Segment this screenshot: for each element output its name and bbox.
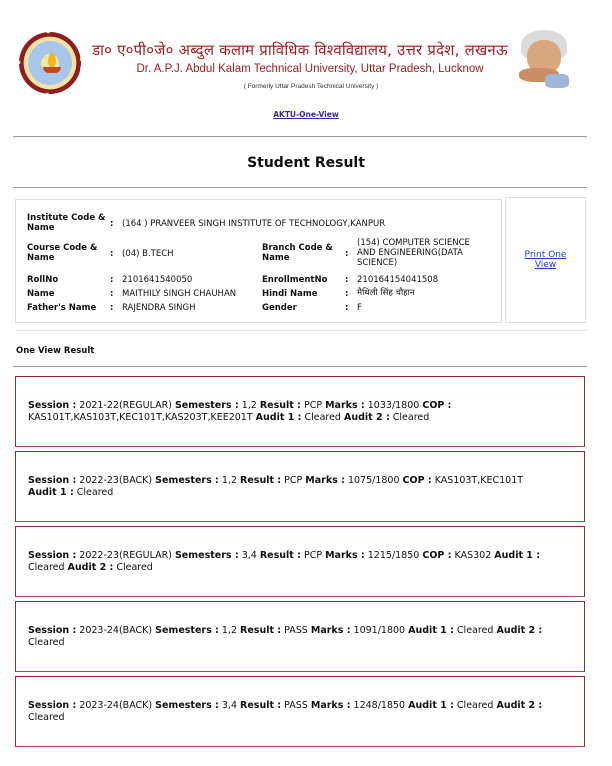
semesters-label: Semesters : bbox=[155, 699, 219, 711]
course-branch-row bbox=[27, 238, 497, 275]
session-value: 2021-22(REGULAR) bbox=[79, 399, 172, 411]
result-value: PASS bbox=[284, 624, 308, 636]
result-label: Result : bbox=[240, 624, 282, 636]
colon: : bbox=[345, 303, 349, 313]
cop-value: KAS302 bbox=[454, 549, 492, 561]
lamp-icon bbox=[43, 67, 61, 73]
semesters-value: 1,2 bbox=[241, 399, 257, 411]
result-card bbox=[15, 526, 585, 597]
audit2-label: Audit 2 : bbox=[496, 624, 543, 636]
university-header bbox=[0, 0, 612, 100]
result-text bbox=[28, 700, 572, 724]
result-card bbox=[15, 676, 585, 747]
audit1-label: Audit 1 : bbox=[408, 624, 454, 636]
result-text bbox=[28, 400, 572, 424]
lamp-flame-icon bbox=[48, 53, 56, 67]
father-gender-row bbox=[27, 303, 497, 315]
rollno-value: 2101641540050 bbox=[122, 275, 193, 285]
marks-value: 1091/1800 bbox=[353, 624, 406, 636]
hindi-name-value: मैथिली सिंह चौहान bbox=[357, 288, 415, 298]
father-name-label: Father's Name bbox=[27, 303, 97, 313]
name-label: Name bbox=[27, 289, 55, 299]
marks-value: 1075/1800 bbox=[347, 474, 400, 486]
one-view-result-title: One View Result bbox=[16, 346, 95, 356]
cop-label: COP : bbox=[422, 549, 452, 561]
name-value: MAITHILY SINGH CHAUHAN bbox=[122, 289, 237, 299]
marks-label: Marks : bbox=[325, 549, 365, 561]
semesters-label: Semesters : bbox=[155, 474, 219, 486]
audit1-label: Audit 1 : bbox=[408, 699, 454, 711]
institute-row bbox=[27, 213, 497, 235]
audit1-value: Cleared bbox=[456, 699, 494, 711]
university-logo-icon bbox=[19, 32, 81, 94]
marks-label: Marks : bbox=[310, 699, 351, 711]
cop-value: KAS101T,KAS103T,KEC101T,KAS203T,KEE201T bbox=[28, 411, 253, 423]
one-view-link-container bbox=[0, 109, 612, 120]
divider-title bbox=[13, 187, 587, 188]
course-label: Course Code & Name bbox=[27, 243, 98, 263]
colon: : bbox=[110, 289, 114, 299]
audit2-value: Cleared bbox=[28, 636, 65, 648]
marks-label: Marks : bbox=[325, 399, 365, 411]
audit2-value: Cleared bbox=[28, 711, 65, 723]
audit2-label: Audit 2 : bbox=[496, 699, 543, 711]
colon: : bbox=[345, 289, 349, 299]
session-label: Session : bbox=[28, 699, 77, 711]
audit1-value: Cleared bbox=[456, 624, 494, 636]
course-value: (04) B.TECH bbox=[122, 249, 174, 259]
portrait-shirt bbox=[545, 74, 569, 88]
marks-label: Marks : bbox=[305, 474, 345, 486]
result-text bbox=[28, 475, 523, 499]
roll-enrollment-row bbox=[27, 275, 497, 287]
aktu-one-view-link[interactable]: AKTU-One-View bbox=[273, 110, 339, 119]
marks-value: 1248/1850 bbox=[353, 699, 406, 711]
result-label: Result : bbox=[259, 549, 301, 561]
result-card bbox=[15, 451, 585, 522]
hindi-name-label: Hindi Name bbox=[262, 289, 318, 299]
result-value: PCP bbox=[284, 474, 303, 486]
audit1-value: Cleared bbox=[28, 561, 65, 573]
audit1-value: Cleared bbox=[304, 411, 341, 423]
gender-value: F bbox=[357, 303, 362, 313]
divider-top bbox=[13, 136, 587, 137]
session-label: Session : bbox=[28, 474, 77, 486]
student-info-panel bbox=[15, 199, 502, 323]
session-label: Session : bbox=[28, 624, 77, 636]
marks-value: 1033/1800 bbox=[367, 399, 420, 411]
session-value: 2022-23(REGULAR) bbox=[79, 549, 172, 561]
cop-label: COP : bbox=[402, 474, 432, 486]
father-name-value: RAJENDRA SINGH bbox=[122, 303, 196, 313]
page-title: Student Result bbox=[247, 155, 365, 171]
semesters-value: 1,2 bbox=[221, 474, 237, 486]
result-label: Result : bbox=[259, 399, 301, 411]
divider-results bbox=[13, 366, 587, 367]
session-value: 2023-24(BACK) bbox=[79, 624, 153, 636]
university-formerly-name: ( Formerly Uttar Pradesh Technical University ) bbox=[243, 83, 379, 90]
semesters-label: Semesters : bbox=[155, 624, 219, 636]
divider-light bbox=[15, 330, 587, 331]
portrait-image bbox=[515, 30, 575, 92]
cop-value: KAS103T,KEC101T bbox=[434, 474, 524, 486]
university-english-title: Dr. A.P.J. Abdul Kalam Technical University, Uttar Pradesh, Lucknow bbox=[136, 63, 484, 75]
enrollment-value: 210164154041508 bbox=[357, 275, 439, 285]
result-value: PASS bbox=[284, 699, 308, 711]
result-card bbox=[15, 376, 585, 447]
result-label: Result : bbox=[240, 474, 282, 486]
semesters-label: Semesters : bbox=[174, 549, 239, 561]
result-text bbox=[28, 625, 572, 649]
session-value: 2023-24(BACK) bbox=[79, 699, 153, 711]
audit1-label: Audit 1 : bbox=[494, 549, 541, 561]
audit2-value: Cleared bbox=[392, 411, 430, 423]
cop-label: COP : bbox=[422, 399, 452, 411]
audit2-label: Audit 2 : bbox=[67, 561, 114, 573]
semesters-value: 3,4 bbox=[241, 549, 257, 561]
result-label: Result : bbox=[240, 699, 282, 711]
institute-value: (164 ) PRANVEER SINGH INSTITUTE OF TECHNOLOGY,KANPUR bbox=[122, 219, 386, 229]
result-value: PCP bbox=[303, 549, 323, 561]
branch-value: (154) COMPUTER SCIENCE AND ENGINEERING(DATA SCIENCE) bbox=[357, 238, 470, 268]
enrollment-label: EnrollmentNo bbox=[262, 275, 328, 285]
result-card bbox=[15, 601, 585, 672]
semesters-value: 1,2 bbox=[221, 624, 237, 636]
audit2-label: Audit 2 : bbox=[344, 411, 390, 423]
colon: : bbox=[345, 275, 349, 285]
session-value: 2022-23(BACK) bbox=[79, 474, 153, 486]
print-one-view-link[interactable]: Print One View bbox=[524, 250, 567, 270]
gender-label: Gender bbox=[262, 303, 297, 313]
colon: : bbox=[345, 249, 349, 259]
audit2-value: Cleared bbox=[116, 561, 153, 573]
marks-value: 1215/1850 bbox=[367, 549, 420, 561]
audit1-value: Cleared bbox=[76, 486, 114, 498]
session-label: Session : bbox=[28, 549, 77, 561]
colon: : bbox=[110, 275, 114, 285]
colon: : bbox=[110, 249, 114, 259]
session-label: Session : bbox=[28, 399, 77, 411]
university-hindi-title: डा० ए०पी०जे० अब्दुल कलाम प्राविधिक विश्वविद्यालय, उत्तर प्रदेश, लखनऊ bbox=[92, 41, 508, 59]
colon: : bbox=[110, 219, 114, 229]
institute-label: Institute Code & Name bbox=[27, 213, 106, 233]
rollno-label: RollNo bbox=[27, 275, 59, 285]
university-title-block bbox=[90, 40, 510, 90]
print-panel bbox=[505, 197, 586, 323]
semesters-label: Semesters : bbox=[174, 399, 239, 411]
marks-label: Marks : bbox=[310, 624, 351, 636]
result-value: PCP bbox=[303, 399, 323, 411]
semesters-value: 3,4 bbox=[221, 699, 237, 711]
name-row bbox=[27, 289, 497, 301]
colon: : bbox=[110, 303, 114, 313]
audit1-label: Audit 1 : bbox=[255, 411, 302, 423]
branch-label: Branch Code & Name bbox=[262, 243, 333, 263]
audit1-label: Audit 1 : bbox=[28, 486, 74, 498]
result-text bbox=[28, 550, 572, 574]
